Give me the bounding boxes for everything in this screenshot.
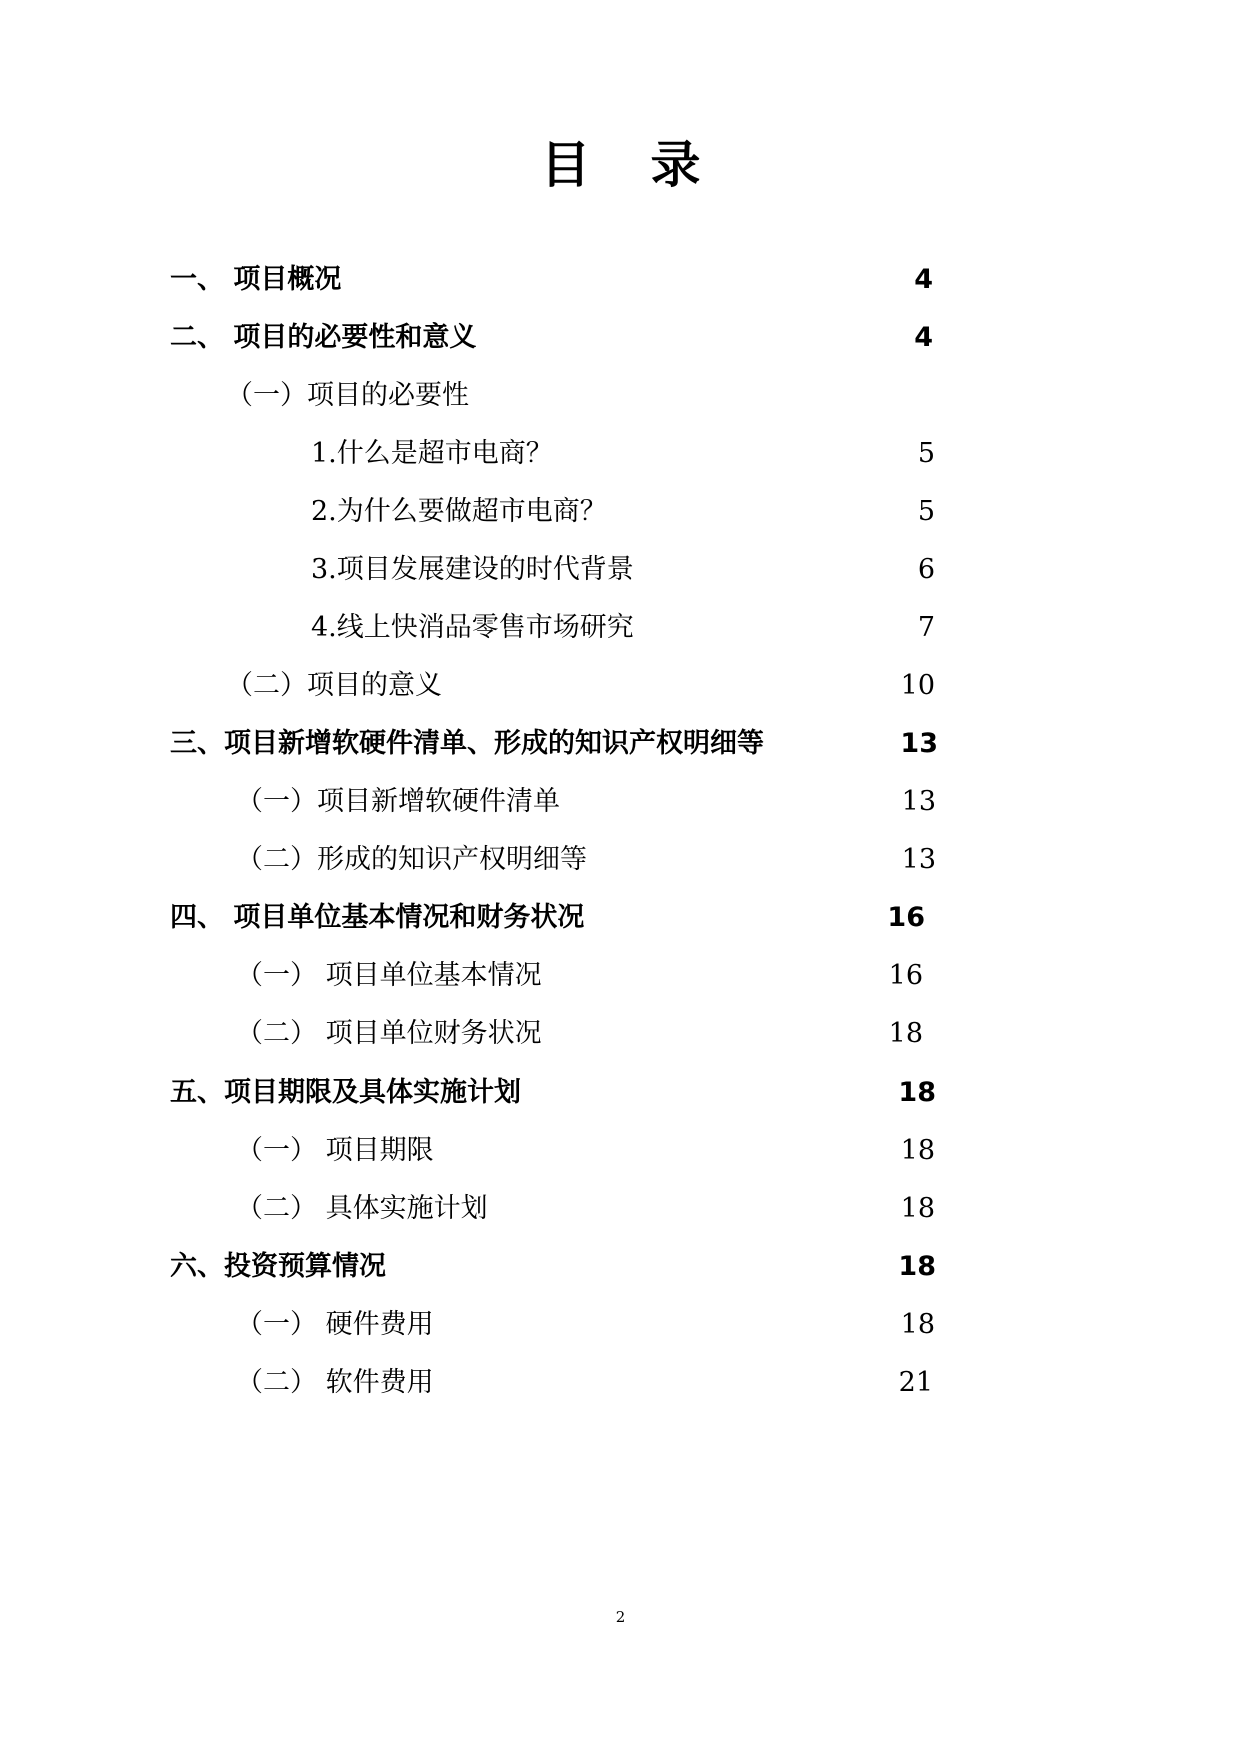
toc-entry-page: 4 — [914, 264, 933, 295]
toc-entry-label: （二）形成的知识产权明细等 — [236, 844, 587, 875]
toc-entry-page: 18 — [888, 1018, 923, 1049]
toc-entry-label: 三、项目新增软硬件清单、形成的知识产权明细等 — [170, 728, 764, 759]
toc-entry[interactable] — [0, 780, 1241, 824]
toc-entry-label: （二） 软件费用 — [236, 1367, 434, 1398]
toc-entry[interactable] — [0, 316, 1241, 360]
toc-entry[interactable] — [0, 896, 1241, 940]
toc-entry-page: 6 — [917, 554, 935, 585]
toc-entry-label: 1.什么是超市电商？ — [311, 438, 553, 469]
toc-entry-label: （一） 项目单位基本情况 — [236, 960, 542, 991]
toc-entry-page: 10 — [900, 670, 935, 701]
toc-entry-label: 4.线上快消品零售市场研究 — [311, 612, 634, 643]
toc-entry-page: 18 — [900, 1309, 935, 1340]
toc-entry[interactable] — [0, 490, 1241, 534]
toc-entry-label: （一） 项目期限 — [236, 1135, 434, 1166]
toc-entry[interactable] — [0, 258, 1241, 302]
toc-entry-page: 13 — [901, 844, 936, 875]
toc-entry[interactable] — [0, 606, 1241, 650]
toc-entry-page: 7 — [917, 612, 935, 643]
toc-entry-label: 二、 项目的必要性和意义 — [170, 322, 477, 353]
toc-entry-page: 16 — [887, 902, 925, 933]
toc-entry[interactable] — [0, 1187, 1241, 1231]
toc-entry[interactable] — [0, 1071, 1241, 1115]
toc-entry-page: 13 — [901, 786, 936, 817]
toc-entry[interactable] — [0, 548, 1241, 592]
page-title — [0, 135, 1241, 195]
toc-entry[interactable] — [0, 838, 1241, 882]
title-char-2: 录 — [650, 136, 701, 194]
toc-entry-label: 四、 项目单位基本情况和财务状况 — [170, 902, 585, 933]
toc-entry[interactable] — [0, 1012, 1241, 1056]
toc-entry-page: 4 — [914, 322, 933, 353]
toc-entry-label: （一）项目新增软硬件清单 — [236, 786, 560, 817]
toc-entry[interactable] — [0, 1361, 1241, 1405]
toc-entry-label: （二）项目的意义 — [226, 670, 442, 701]
toc-entry[interactable] — [0, 1129, 1241, 1173]
toc-entry[interactable] — [0, 432, 1241, 476]
toc-entry[interactable] — [0, 1245, 1241, 1289]
toc-entry[interactable] — [0, 1303, 1241, 1347]
toc-entry-label: （二） 具体实施计划 — [236, 1193, 488, 1224]
toc-entry-label: 五、项目期限及具体实施计划 — [170, 1077, 521, 1108]
toc-entry[interactable] — [0, 374, 1241, 418]
toc-entry-label: （一）项目的必要性 — [226, 380, 469, 411]
toc-entry-page: 18 — [900, 1193, 935, 1224]
toc-entry[interactable] — [0, 722, 1241, 766]
toc-entry-page: 18 — [900, 1135, 935, 1166]
toc-entry-page: 21 — [898, 1367, 933, 1398]
toc-entry-label: 六、投资预算情况 — [170, 1251, 386, 1282]
title-char-1: 目 — [540, 136, 591, 194]
toc-entry-label: （二） 项目单位财务状况 — [236, 1018, 542, 1049]
toc-entry[interactable] — [0, 954, 1241, 998]
toc-entry-page: 5 — [917, 438, 935, 469]
toc-entry-label: 一、 项目概况 — [170, 264, 342, 295]
toc-entry[interactable] — [0, 664, 1241, 708]
footer-page-number: 2 — [615, 1608, 626, 1626]
toc-entry-label: 3.项目发展建设的时代背景 — [311, 554, 634, 585]
toc-entry-page: 16 — [888, 960, 923, 991]
toc-entry-page: 5 — [917, 496, 935, 527]
toc-entry-label: 2.为什么要做超市电商？ — [311, 496, 607, 527]
toc-entry-page: 18 — [898, 1077, 936, 1108]
toc-entry-page: 18 — [898, 1251, 936, 1282]
toc-entry-page: 13 — [900, 728, 938, 759]
toc-entry-label: （一） 硬件费用 — [236, 1309, 434, 1340]
